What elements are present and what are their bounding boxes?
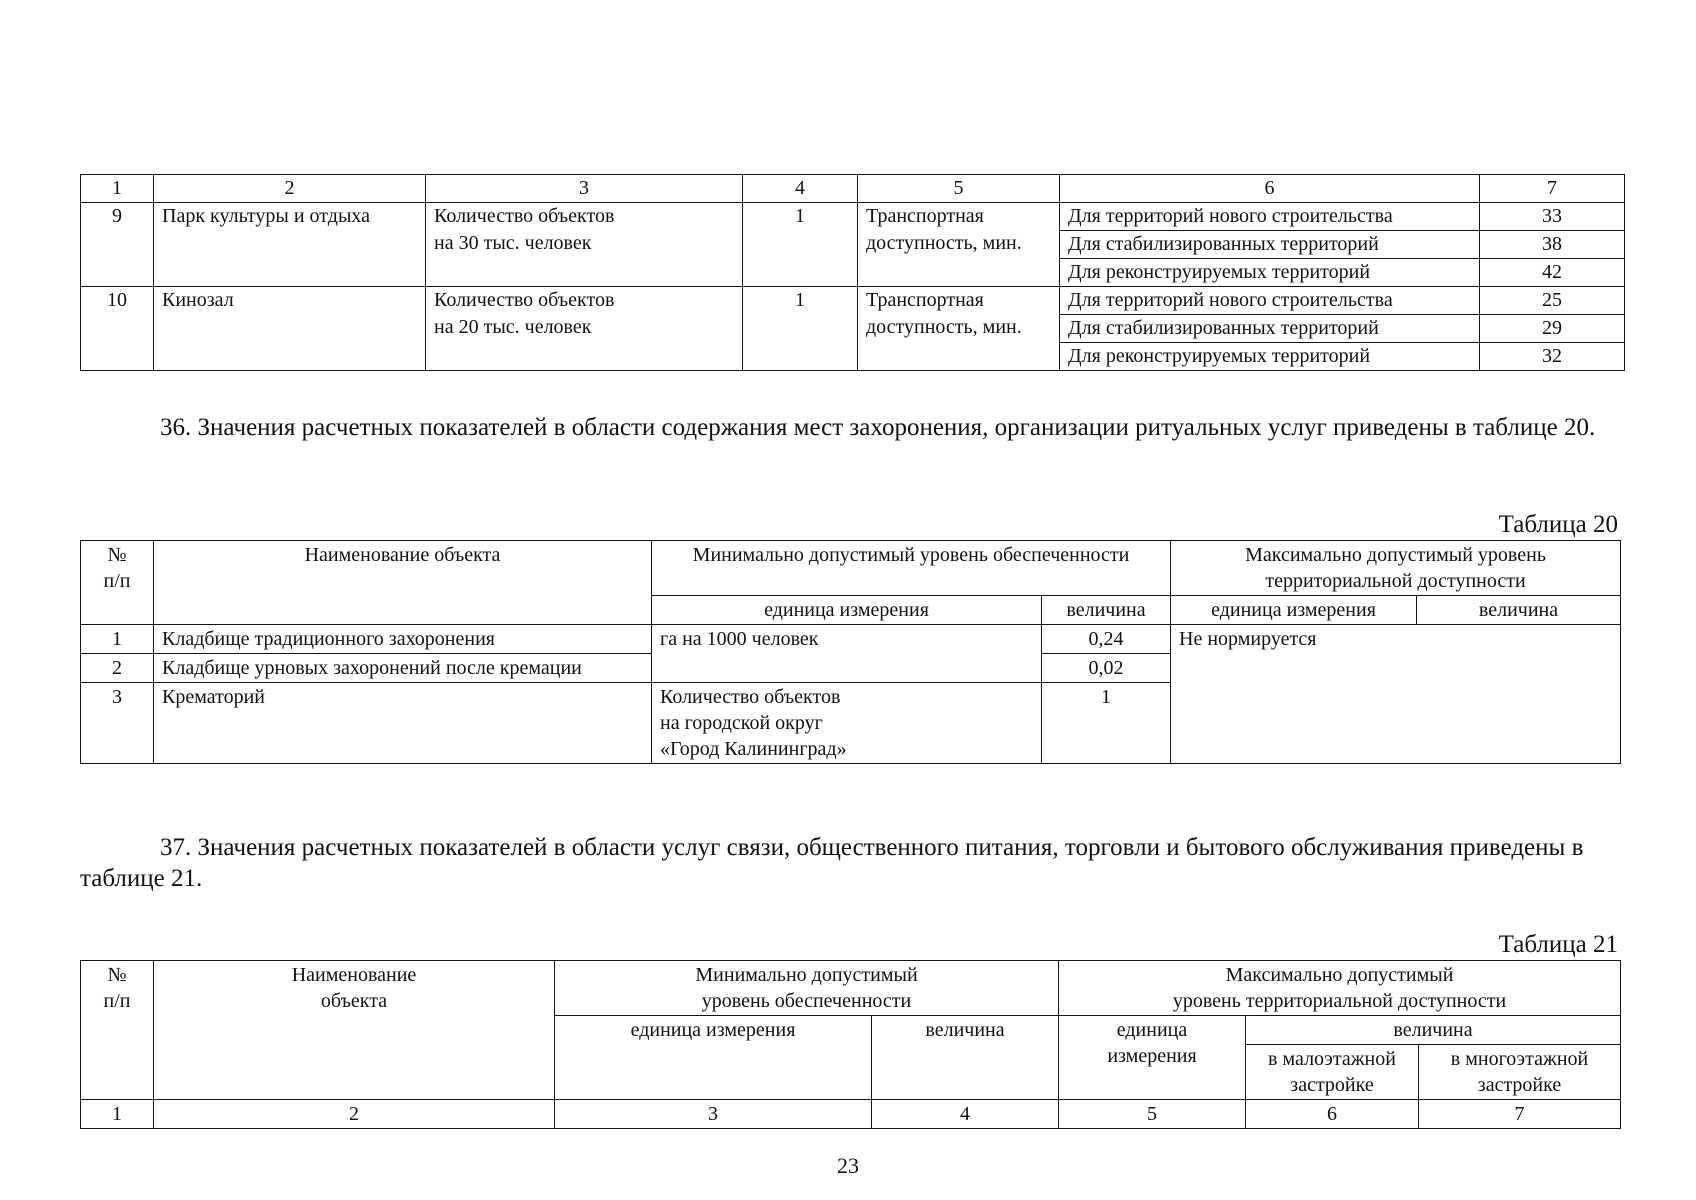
minutes-value: 32 (1480, 343, 1625, 371)
table-row (81, 203, 1625, 231)
accessibility-type (858, 203, 1060, 287)
value: 0,24 (1042, 625, 1171, 654)
territory-type: Для стабилизированных территорий (1060, 231, 1480, 259)
subheader-high-rise: в многоэтажной застройке (1419, 1045, 1621, 1100)
col-number: 2 (154, 175, 426, 203)
unit-of-measure: га на 1000 человек (652, 625, 1042, 683)
unit-of-measure (426, 203, 743, 287)
row-number: 3 (81, 683, 154, 764)
object-name: Кинозал (154, 287, 426, 371)
page-number: 23 (837, 1153, 859, 1178)
col-number: 4 (743, 175, 858, 203)
table-row (81, 625, 1621, 654)
table-20 (80, 540, 1621, 764)
header-number: № п/п (81, 961, 154, 1100)
minutes-value: 25 (1480, 287, 1625, 315)
subheader-max-value: величина (1246, 1016, 1621, 1045)
minutes-value: 38 (1480, 231, 1625, 259)
object-name: Кладбище урновых захоронений после кремации (154, 654, 652, 683)
object-name: Кладбище традиционного захоронения (154, 625, 652, 654)
access-line: Транспортная (866, 205, 984, 227)
col-number: 5 (858, 175, 1060, 203)
accessibility-type (858, 287, 1060, 371)
subheader-low-rise: в малоэтажной застройке (1246, 1045, 1419, 1100)
col-number: 1 (81, 1100, 154, 1129)
territory-type: Для территорий нового строительства (1060, 203, 1480, 231)
value: 1 (743, 287, 858, 371)
minutes-value: 33 (1480, 203, 1625, 231)
subheader-max-unit: единица измерения (1059, 1016, 1246, 1100)
header-max-level: Максимально допустимый уровень территориальной доступности (1059, 961, 1621, 1016)
table-row (81, 287, 1625, 315)
row-number: 9 (81, 203, 154, 287)
header-row (81, 961, 1621, 1016)
subheader-value: величина (1042, 596, 1171, 625)
unit-line: Количество объектов (434, 289, 615, 311)
max-level-text: Не нормируется (1171, 625, 1621, 764)
subheader-unit: единица измерения (555, 1016, 872, 1100)
column-number-row (81, 175, 1625, 203)
unit-line: Количество объектов (434, 205, 615, 227)
row-number: 10 (81, 287, 154, 371)
paragraph-36: 36. Значения расчетных показателей в области содержания мест захоронения, организации ритуальных услуг приведены в таблице 20. (160, 414, 1596, 441)
header-number: № п/п (81, 541, 154, 625)
col-number: 6 (1246, 1100, 1419, 1129)
continued-table (80, 174, 1625, 371)
unit-line: на 30 тыс. человек (434, 232, 592, 254)
table-21-caption: Таблица 21 (1498, 931, 1618, 958)
table-20-caption: Таблица 20 (1498, 511, 1618, 538)
unit-of-measure (426, 287, 743, 371)
territory-type: Для стабилизированных территорий (1060, 315, 1480, 343)
paragraph-37: 37. Значения расчетных показателей в области услуг связи, общественного питания, торговли и бытового обслуживания приведены в таблице 21. (80, 834, 1584, 892)
territory-type: Для реконструируемых территорий (1060, 343, 1480, 371)
minutes-value: 42 (1480, 259, 1625, 287)
unit-line: на 20 тыс. человек (434, 316, 592, 338)
header-object-name: Наименование объекта (154, 961, 555, 1100)
object-name: Парк культуры и отдыха (154, 203, 426, 287)
access-line: доступность, мин. (866, 232, 1022, 254)
value: 1 (743, 203, 858, 287)
minutes-value: 29 (1480, 315, 1625, 343)
col-number: 3 (426, 175, 743, 203)
unit-of-measure: Количество объектов на городской округ «Город Калининград» (652, 683, 1042, 764)
col-number: 2 (154, 1100, 555, 1129)
subheader-unit: единица измерения (652, 596, 1042, 625)
access-line: Транспортная (866, 289, 984, 311)
column-number-row (81, 1100, 1621, 1129)
subheader-value: величина (872, 1016, 1059, 1100)
value: 1 (1042, 683, 1171, 764)
row-number: 1 (81, 625, 154, 654)
col-number: 7 (1480, 175, 1625, 203)
row-number: 2 (81, 654, 154, 683)
header-max-level: Максимально допустимый уровень территориальной доступности (1171, 541, 1621, 596)
header-row (81, 541, 1621, 596)
header-object-name: Наименование объекта (154, 541, 652, 625)
subheader-unit: единица измерения (1171, 596, 1417, 625)
access-line: доступность, мин. (866, 316, 1022, 338)
col-number: 6 (1060, 175, 1480, 203)
col-number: 1 (81, 175, 154, 203)
territory-type: Для территорий нового строительства (1060, 287, 1480, 315)
header-min-level: Минимально допустимый уровень обеспеченности (652, 541, 1171, 596)
header-min-level: Минимально допустимый уровень обеспеченности (555, 961, 1059, 1016)
col-number: 7 (1419, 1100, 1621, 1129)
territory-type: Для реконструируемых территорий (1060, 259, 1480, 287)
subheader-value: величина (1417, 596, 1621, 625)
table-21 (80, 960, 1621, 1129)
col-number: 3 (555, 1100, 872, 1129)
col-number: 4 (872, 1100, 1059, 1129)
object-name: Крематорий (154, 683, 652, 764)
value: 0,02 (1042, 654, 1171, 683)
col-number: 5 (1059, 1100, 1246, 1129)
